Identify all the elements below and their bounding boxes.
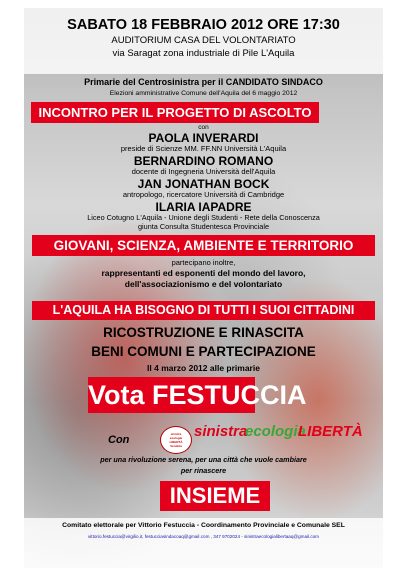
logo-sinistra: sinistra xyxy=(194,423,248,440)
sel-emblem-icon: sinistra ecologia LIBERTÀ Vendola xyxy=(160,426,192,454)
partecipano-line2: dell'associazionismo e del volontariato xyxy=(124,279,283,289)
event-date-time: SABATO 18 FEBBRAIO 2012 ORE 17:30 xyxy=(67,17,340,33)
insieme-banner: INSIEME xyxy=(160,481,270,511)
con-label: con xyxy=(198,124,209,131)
footer-contacts: vittorio.festuccia@virgilio.it, festucciasindacoaq@gmail.com , 347 9702024 - sinistraecologialibertaaq@gmail.com xyxy=(87,534,320,539)
speaker-name: ILARIA IAPADRE xyxy=(155,200,252,214)
slogan-beni-comuni: BENI COMUNI E PARTECIPAZIONE xyxy=(91,344,316,359)
speaker-role: antropologo, ricercatore Università di Cambridge xyxy=(122,190,285,199)
speaker-name: PAOLA INVERARDI xyxy=(148,131,259,145)
speaker-name: JAN JONATHAN BOCK xyxy=(137,177,270,191)
vota-festuccia-banner: Vota FESTUCCIA xyxy=(88,377,255,413)
tagline-line1: per una rivoluzione serena, per una città che vuole cambiare xyxy=(100,455,307,464)
logo-liberta: LIBERTÀ xyxy=(298,423,363,440)
primarie-title: Primarie del Centrosinistra per il CANDIDATO SINDACO xyxy=(84,77,323,87)
speaker-role: docente di Ingegneria Università dell'Aquila xyxy=(131,167,276,176)
primarie-date: Il 4 marzo 2012 alle primarie xyxy=(147,363,260,373)
event-address: via Saragat zona industriale di Pile L'Aquila xyxy=(112,48,295,59)
primarie-subtitle: Elezioni amministrative Comune dell'Aquila del 6 maggio 2012 xyxy=(109,90,298,97)
aquila-banner: L'AQUILA HA BISOGNO DI TUTTI I SUOI CITTADINI xyxy=(32,301,375,320)
tagline-line2: per rinascere xyxy=(180,466,227,475)
poster xyxy=(24,8,383,568)
slogan-ricostruzione: RICOSTRUZIONE E RINASCITA xyxy=(103,325,304,340)
event-venue: AUDITORIUM CASA DEL VOLONTARIATO xyxy=(111,35,296,46)
speaker-role: Liceo Cotugno L'Aquila - Unione degli Studenti - Rete della Conoscenza xyxy=(87,213,320,222)
giovani-banner: GIOVANI, SCIENZA, AMBIENTE E TERRITORIO xyxy=(32,235,375,256)
speaker-role: preside di Scienze MM. FF.NN Università L'Aquila xyxy=(120,144,287,153)
partecipano-line1: rappresentanti ed esponenti del mondo del lavoro, xyxy=(101,268,306,278)
speaker-name: BERNARDINO ROMANO xyxy=(133,154,274,168)
partecipano-intro: partecipano inoltre, xyxy=(171,258,236,267)
logo-ecologia: ecologia xyxy=(245,423,306,440)
speaker-role-extra: giunta Consulta Studentesca Provinciale xyxy=(137,222,270,231)
incontro-banner: INCONTRO PER IL PROGETTO DI ASCOLTO xyxy=(31,102,319,123)
footer-committee: Comitato elettorale per Vittorio Festuccia - Coordinamento Provinciale e Comunale SEL xyxy=(62,522,345,529)
logo-con: Con xyxy=(108,434,130,446)
